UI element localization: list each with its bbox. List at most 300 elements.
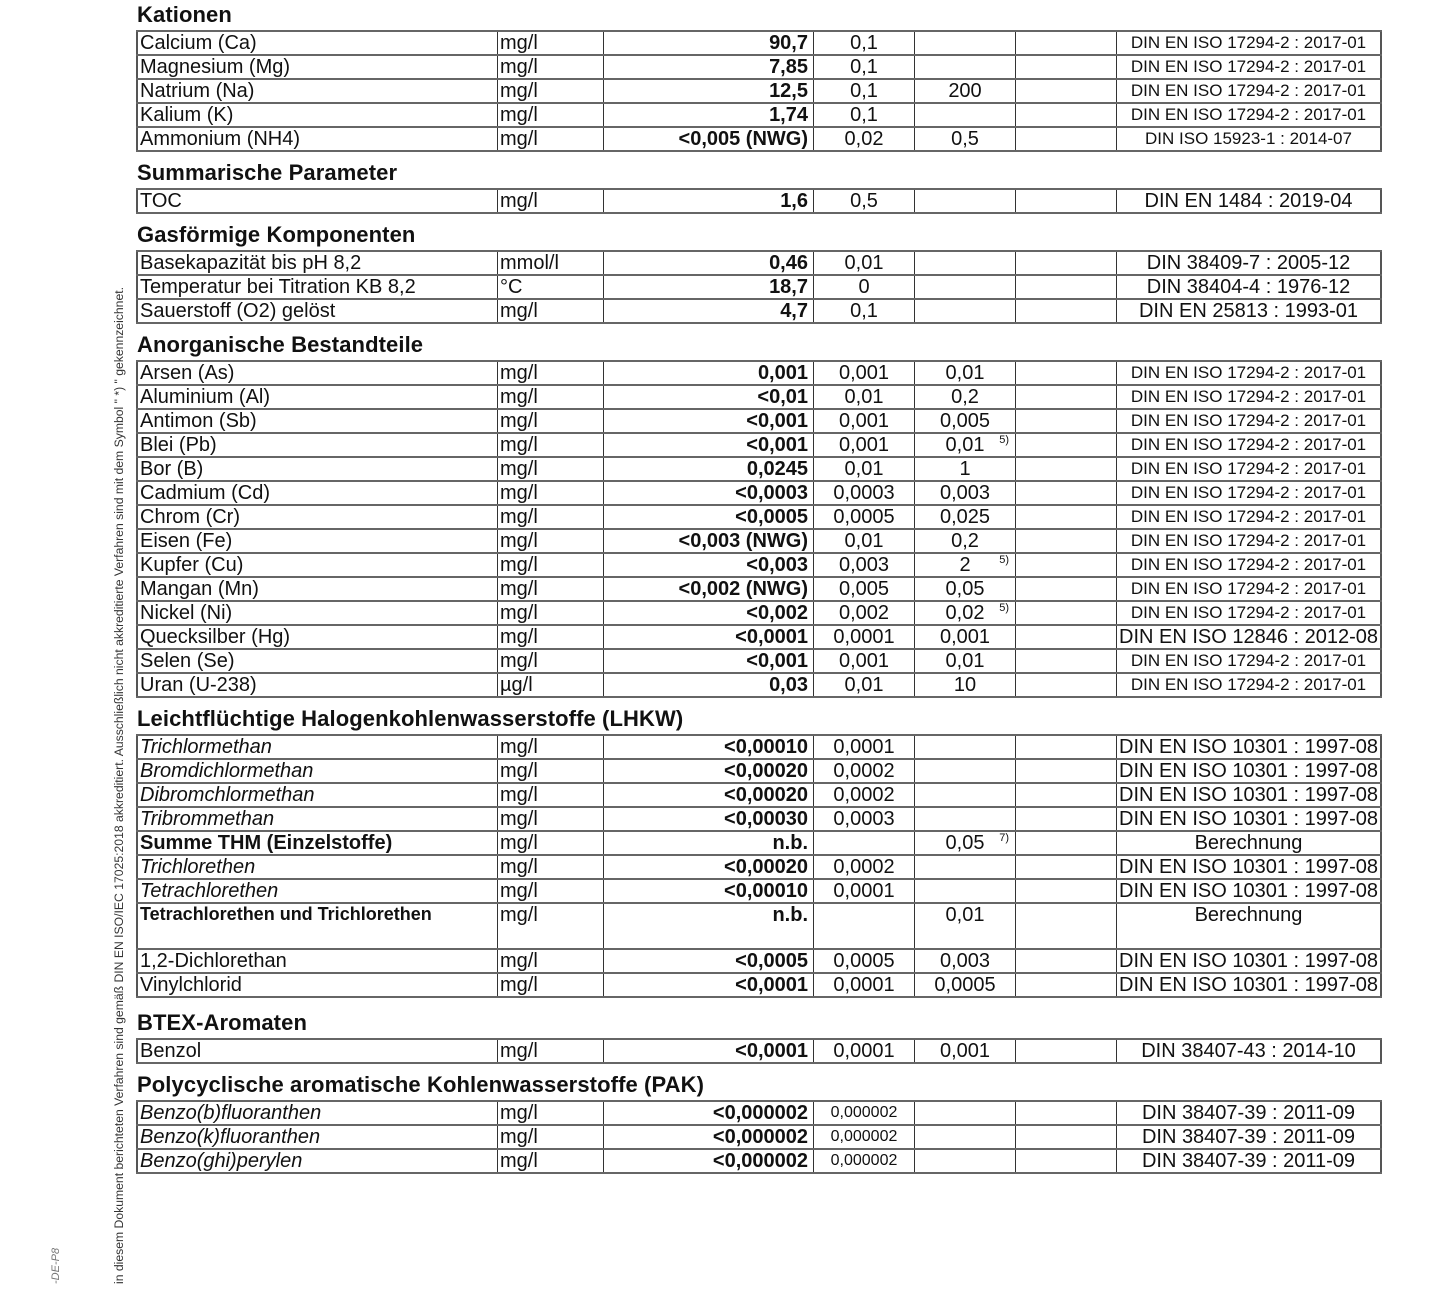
unit-cell-text: mg/l bbox=[500, 808, 538, 830]
method-standard-text: DIN EN ISO 17294-2 : 2017-01 bbox=[1130, 603, 1367, 622]
result-value bbox=[604, 973, 814, 997]
section-6 bbox=[136, 1070, 1382, 1174]
result-value-text: <0,00020 bbox=[724, 760, 808, 782]
method-standard bbox=[1117, 1149, 1382, 1173]
parameter-name bbox=[137, 553, 498, 577]
limit-value bbox=[915, 79, 1016, 103]
limit-value-text: 0,2 bbox=[951, 386, 979, 408]
empty-cell bbox=[1016, 385, 1117, 409]
detection-limit-text: 0,0003 bbox=[833, 808, 895, 830]
table-row bbox=[137, 949, 1381, 973]
result-value-text: <0,00010 bbox=[724, 880, 808, 902]
result-value-text: <0,002 bbox=[746, 602, 808, 624]
unit-cell bbox=[498, 601, 604, 625]
method-standard-text: DIN EN ISO 17294-2 : 2017-01 bbox=[1130, 387, 1367, 406]
method-standard-text: DIN EN ISO 10301 : 1997-08 bbox=[1119, 760, 1379, 782]
limit-value-text: 0,001 bbox=[939, 1040, 991, 1062]
unit-cell bbox=[498, 673, 604, 697]
limit-value-text: 0,01 bbox=[945, 434, 985, 456]
table-row bbox=[137, 189, 1381, 213]
limit-value-text: 0,025 bbox=[939, 506, 991, 528]
detection-limit-text: 0,0002 bbox=[833, 760, 895, 782]
limit-value bbox=[915, 1149, 1016, 1173]
method-standard bbox=[1117, 433, 1382, 457]
unit-cell-text: mg/l bbox=[500, 190, 538, 212]
unit-cell-text: mg/l bbox=[500, 974, 538, 996]
table-row bbox=[137, 973, 1381, 997]
unit-cell bbox=[498, 1039, 604, 1063]
method-standard bbox=[1117, 625, 1382, 649]
unit-cell-text: mg/l bbox=[500, 602, 538, 624]
method-standard-text: DIN EN ISO 10301 : 1997-08 bbox=[1119, 880, 1379, 902]
parameter-name bbox=[137, 127, 498, 151]
method-standard bbox=[1117, 529, 1382, 553]
method-standard-text: DIN EN ISO 10301 : 1997-08 bbox=[1119, 856, 1379, 878]
result-value-text: <0,0001 bbox=[735, 626, 808, 648]
parameter-name-text: Dibromchlormethan bbox=[140, 784, 315, 806]
detection-limit-text: 0,0002 bbox=[833, 856, 895, 878]
table-row bbox=[137, 735, 1381, 759]
detection-limit bbox=[814, 879, 915, 903]
parameter-name bbox=[137, 31, 498, 55]
method-standard-text: DIN EN ISO 17294-2 : 2017-01 bbox=[1130, 435, 1367, 454]
empty-cell bbox=[1016, 189, 1117, 213]
method-standard bbox=[1117, 759, 1382, 783]
unit-cell bbox=[498, 649, 604, 673]
result-value bbox=[604, 783, 814, 807]
detection-limit bbox=[814, 973, 915, 997]
parameter-name-text: Tetrachlorethen bbox=[140, 880, 279, 902]
parameter-name-text: Quecksilber (Hg) bbox=[140, 626, 291, 648]
limit-value bbox=[915, 1039, 1016, 1063]
empty-cell bbox=[1016, 505, 1117, 529]
parameter-name-text: Trichlormethan bbox=[140, 736, 272, 758]
document-code-label: -DE-P8 bbox=[50, 1247, 62, 1284]
unit-cell bbox=[498, 55, 604, 79]
parameter-name bbox=[137, 831, 498, 855]
detection-limit-text: 0,0001 bbox=[833, 880, 895, 902]
unit-cell-text: mg/l bbox=[500, 760, 538, 782]
table-row bbox=[137, 1125, 1381, 1149]
unit-cell-text: mg/l bbox=[500, 1126, 538, 1148]
table-row bbox=[137, 481, 1381, 505]
unit-cell-text: µg/l bbox=[500, 674, 533, 696]
empty-cell bbox=[1016, 31, 1117, 55]
unit-cell bbox=[498, 855, 604, 879]
parameter-name bbox=[137, 457, 498, 481]
table-row bbox=[137, 577, 1381, 601]
unit-cell bbox=[498, 553, 604, 577]
result-value bbox=[604, 601, 814, 625]
parameter-name-text: Trichlorethen bbox=[140, 856, 256, 878]
result-value bbox=[604, 103, 814, 127]
method-standard-text: DIN EN ISO 17294-2 : 2017-01 bbox=[1130, 459, 1367, 478]
parameter-name bbox=[137, 1125, 498, 1149]
detection-limit bbox=[814, 55, 915, 79]
results-table bbox=[136, 360, 1382, 698]
limit-value bbox=[915, 1101, 1016, 1125]
parameter-name-text: TOC bbox=[140, 190, 182, 212]
detection-limit-text: 0,1 bbox=[850, 104, 878, 126]
detection-limit bbox=[814, 807, 915, 831]
method-standard-text: DIN EN ISO 10301 : 1997-08 bbox=[1119, 736, 1379, 758]
parameter-name-text: Blei (Pb) bbox=[140, 434, 217, 456]
table-row bbox=[137, 807, 1381, 831]
empty-cell bbox=[1016, 299, 1117, 323]
result-value bbox=[604, 409, 814, 433]
unit-cell bbox=[498, 625, 604, 649]
unit-cell-text: mg/l bbox=[500, 362, 538, 384]
method-standard-text: DIN 38407-39 : 2011-09 bbox=[1141, 1126, 1356, 1148]
unit-cell bbox=[498, 807, 604, 831]
result-value-text: 12,5 bbox=[769, 80, 808, 102]
unit-cell bbox=[498, 433, 604, 457]
unit-cell bbox=[498, 577, 604, 601]
result-value-text: 0,0245 bbox=[746, 458, 808, 480]
unit-cell bbox=[498, 973, 604, 997]
unit-cell bbox=[498, 1149, 604, 1173]
unit-cell bbox=[498, 189, 604, 213]
unit-cell bbox=[498, 831, 604, 855]
parameter-name-text: Sauerstoff (O2) gelöst bbox=[140, 300, 336, 322]
method-standard-text: Berechnung bbox=[1194, 832, 1303, 854]
limit-value-text: 0,01 bbox=[945, 650, 985, 672]
unit-cell bbox=[498, 385, 604, 409]
detection-limit bbox=[814, 505, 915, 529]
limit-value-text: 0,02 bbox=[945, 602, 985, 624]
result-value bbox=[604, 189, 814, 213]
detection-limit-text: 0,0001 bbox=[833, 974, 895, 996]
parameter-name bbox=[137, 361, 498, 385]
method-standard bbox=[1117, 807, 1382, 831]
empty-cell bbox=[1016, 949, 1117, 973]
limit-value-text: 200 bbox=[948, 80, 982, 102]
method-standard bbox=[1117, 189, 1382, 213]
detection-limit bbox=[814, 529, 915, 553]
limit-value-text: 0,003 bbox=[939, 482, 991, 504]
unit-cell-text: mg/l bbox=[500, 626, 538, 648]
parameter-name bbox=[137, 879, 498, 903]
result-value bbox=[604, 855, 814, 879]
empty-cell bbox=[1016, 79, 1117, 103]
analysis-report bbox=[136, 0, 1382, 1174]
limit-value bbox=[915, 673, 1016, 697]
table-row bbox=[137, 759, 1381, 783]
method-standard bbox=[1117, 601, 1382, 625]
detection-limit-text: 0,001 bbox=[838, 362, 890, 384]
empty-cell bbox=[1016, 1039, 1117, 1063]
method-standard-text: DIN EN ISO 17294-2 : 2017-01 bbox=[1130, 579, 1367, 598]
parameter-name-text: Bromdichlormethan bbox=[140, 760, 314, 782]
section-3 bbox=[136, 330, 1382, 698]
method-standard bbox=[1117, 457, 1382, 481]
parameter-name-text: 1,2-Dichlorethan bbox=[140, 950, 287, 972]
parameter-name bbox=[137, 783, 498, 807]
detection-limit-text: 0 bbox=[858, 276, 870, 298]
unit-cell bbox=[498, 735, 604, 759]
parameter-name bbox=[137, 577, 498, 601]
detection-limit bbox=[814, 457, 915, 481]
unit-cell-text: mg/l bbox=[500, 736, 538, 758]
parameter-name-text: Arsen (As) bbox=[140, 362, 235, 384]
table-row bbox=[137, 251, 1381, 275]
method-standard-text: DIN 38409-7 : 2005-12 bbox=[1146, 252, 1351, 274]
method-standard bbox=[1117, 385, 1382, 409]
limit-value-text: 0,05 bbox=[945, 832, 985, 854]
method-standard bbox=[1117, 55, 1382, 79]
unit-cell bbox=[498, 127, 604, 151]
unit-cell-text: mg/l bbox=[500, 104, 538, 126]
empty-cell bbox=[1016, 553, 1117, 577]
unit-cell-text: mg/l bbox=[500, 482, 538, 504]
unit-cell-text: °C bbox=[500, 276, 523, 298]
result-value bbox=[604, 1039, 814, 1063]
method-standard-text: DIN EN ISO 17294-2 : 2017-01 bbox=[1130, 363, 1367, 382]
method-standard-text: DIN EN ISO 17294-2 : 2017-01 bbox=[1130, 57, 1367, 76]
parameter-name-text: Uran (U-238) bbox=[140, 674, 257, 696]
section-0 bbox=[136, 0, 1382, 152]
method-standard-text: DIN EN 25813 : 1993-01 bbox=[1138, 300, 1359, 322]
table-row bbox=[137, 1039, 1381, 1063]
limit-value bbox=[915, 831, 1016, 855]
method-standard-text: DIN EN ISO 17294-2 : 2017-01 bbox=[1130, 531, 1367, 550]
table-row bbox=[137, 457, 1381, 481]
method-standard-text: DIN EN 1484 : 2019-04 bbox=[1144, 190, 1353, 212]
limit-value bbox=[915, 251, 1016, 275]
empty-cell bbox=[1016, 127, 1117, 151]
parameter-name-text: Magnesium (Mg) bbox=[140, 56, 291, 78]
unit-cell-text: mg/l bbox=[500, 32, 538, 54]
section-2 bbox=[136, 220, 1382, 324]
method-standard bbox=[1117, 127, 1382, 151]
limit-value-text: 0,0005 bbox=[934, 974, 996, 996]
parameter-name-text: Cadmium (Cd) bbox=[140, 482, 271, 504]
result-value-text: <0,000002 bbox=[712, 1102, 808, 1124]
detection-limit-text: 0,001 bbox=[838, 410, 890, 432]
result-value-text: <0,00010 bbox=[724, 736, 808, 758]
parameter-name-text: Chrom (Cr) bbox=[140, 506, 240, 528]
method-standard bbox=[1117, 735, 1382, 759]
limit-value bbox=[915, 903, 1016, 949]
section-title: Gasförmige Komponenten bbox=[137, 222, 416, 247]
section-title: Summarische Parameter bbox=[137, 160, 398, 185]
empty-cell bbox=[1016, 601, 1117, 625]
method-standard-text: DIN EN ISO 17294-2 : 2017-01 bbox=[1130, 411, 1367, 430]
result-value-text: <0,00020 bbox=[724, 856, 808, 878]
result-value bbox=[604, 735, 814, 759]
result-value-text: <0,003 (NWG) bbox=[678, 530, 808, 552]
unit-cell bbox=[498, 783, 604, 807]
detection-limit-text: 0,1 bbox=[850, 300, 878, 322]
section-title: BTEX-Aromaten bbox=[137, 1010, 307, 1035]
detection-limit bbox=[814, 1101, 915, 1125]
parameter-name-text: Benzo(k)fluoranthen bbox=[140, 1126, 321, 1148]
table-row bbox=[137, 79, 1381, 103]
unit-cell bbox=[498, 949, 604, 973]
limit-value bbox=[915, 189, 1016, 213]
result-value bbox=[604, 903, 814, 949]
result-value bbox=[604, 759, 814, 783]
method-standard bbox=[1117, 973, 1382, 997]
unit-cell bbox=[498, 879, 604, 903]
parameter-name-text: Tribrommethan bbox=[140, 808, 275, 830]
footnote-marker: 5) bbox=[999, 434, 1009, 446]
parameter-name-text: Temperatur bei Titration KB 8,2 bbox=[140, 276, 416, 298]
limit-value bbox=[915, 385, 1016, 409]
detection-limit bbox=[814, 831, 915, 855]
table-row bbox=[137, 31, 1381, 55]
parameter-name bbox=[137, 481, 498, 505]
limit-value bbox=[915, 759, 1016, 783]
parameter-name bbox=[137, 759, 498, 783]
method-standard-text: DIN EN ISO 17294-2 : 2017-01 bbox=[1130, 81, 1367, 100]
result-value bbox=[604, 529, 814, 553]
table-row bbox=[137, 127, 1381, 151]
parameter-name-text: Vinylchlorid bbox=[140, 974, 242, 996]
table-row bbox=[137, 103, 1381, 127]
empty-cell bbox=[1016, 973, 1117, 997]
method-standard bbox=[1117, 903, 1382, 949]
parameter-name-text: Benzo(ghi)perylen bbox=[140, 1150, 303, 1172]
detection-limit bbox=[814, 251, 915, 275]
method-standard-text: DIN EN ISO 17294-2 : 2017-01 bbox=[1130, 33, 1367, 52]
result-value bbox=[604, 275, 814, 299]
table-row bbox=[137, 625, 1381, 649]
unit-cell-text: mg/l bbox=[500, 1102, 538, 1124]
result-value bbox=[604, 55, 814, 79]
method-standard-text: Berechnung bbox=[1194, 904, 1303, 926]
limit-value bbox=[915, 55, 1016, 79]
results-table bbox=[136, 1100, 1382, 1174]
parameter-name bbox=[137, 505, 498, 529]
detection-limit bbox=[814, 903, 915, 949]
method-standard-text: DIN EN ISO 10301 : 1997-08 bbox=[1119, 808, 1379, 830]
accreditation-note: in diesem Dokument berichteten Verfahren sind gemäß DIN EN ISO/IEC 17025:2018 akkreditiert. Ausschließlich nicht akkreditierte Verfahren sind mit dem Symbol " *) " gekennzeichnet. bbox=[112, 287, 126, 1284]
section-title: Anorganische Bestandteile bbox=[137, 332, 424, 357]
limit-value bbox=[915, 299, 1016, 323]
unit-cell-text: mg/l bbox=[500, 434, 538, 456]
unit-cell-text: mg/l bbox=[500, 300, 538, 322]
method-standard bbox=[1117, 251, 1382, 275]
parameter-name bbox=[137, 1149, 498, 1173]
empty-cell bbox=[1016, 457, 1117, 481]
table-row bbox=[137, 505, 1381, 529]
result-value bbox=[604, 1125, 814, 1149]
result-value-text: <0,0005 bbox=[735, 950, 808, 972]
detection-limit-text: 0,1 bbox=[850, 56, 878, 78]
result-value bbox=[604, 949, 814, 973]
table-row bbox=[137, 1149, 1381, 1173]
result-value bbox=[604, 481, 814, 505]
table-row bbox=[137, 553, 1381, 577]
limit-value bbox=[915, 783, 1016, 807]
limit-value bbox=[915, 601, 1016, 625]
empty-cell bbox=[1016, 55, 1117, 79]
method-standard-text: DIN EN ISO 17294-2 : 2017-01 bbox=[1130, 105, 1367, 124]
result-value-text: 7,85 bbox=[769, 56, 808, 78]
limit-value bbox=[915, 457, 1016, 481]
unit-cell-text: mg/l bbox=[500, 578, 538, 600]
table-row bbox=[137, 831, 1381, 855]
table-row bbox=[137, 275, 1381, 299]
empty-cell bbox=[1016, 735, 1117, 759]
method-standard bbox=[1117, 649, 1382, 673]
method-standard bbox=[1117, 299, 1382, 323]
empty-cell bbox=[1016, 831, 1117, 855]
parameter-name-text: Benzol bbox=[140, 1040, 202, 1062]
detection-limit-text: 0,0001 bbox=[833, 736, 895, 758]
parameter-name-text: Nickel (Ni) bbox=[140, 602, 233, 624]
result-value bbox=[604, 807, 814, 831]
method-standard-text: DIN EN ISO 17294-2 : 2017-01 bbox=[1130, 675, 1367, 694]
result-value-text: <0,003 bbox=[746, 554, 808, 576]
method-standard bbox=[1117, 31, 1382, 55]
unit-cell-text: mg/l bbox=[500, 410, 538, 432]
method-standard bbox=[1117, 1101, 1382, 1125]
result-value-text: <0,001 bbox=[746, 410, 808, 432]
empty-cell bbox=[1016, 361, 1117, 385]
limit-value bbox=[915, 433, 1016, 457]
method-standard-text: DIN EN ISO 17294-2 : 2017-01 bbox=[1130, 483, 1367, 502]
limit-value bbox=[915, 127, 1016, 151]
method-standard-text: DIN ISO 15923-1 : 2014-07 bbox=[1145, 129, 1352, 148]
limit-value bbox=[915, 649, 1016, 673]
parameter-name-text: Selen (Se) bbox=[140, 650, 235, 672]
table-row bbox=[137, 433, 1381, 457]
results-table bbox=[136, 188, 1382, 214]
parameter-name bbox=[137, 433, 498, 457]
method-standard bbox=[1117, 949, 1382, 973]
unit-cell-text: mg/l bbox=[500, 784, 538, 806]
result-value-text: 1,6 bbox=[780, 190, 808, 212]
method-standard bbox=[1117, 79, 1382, 103]
result-value-text: 18,7 bbox=[769, 276, 808, 298]
result-value bbox=[604, 127, 814, 151]
parameter-name-text: Kupfer (Cu) bbox=[140, 554, 244, 576]
limit-value bbox=[915, 481, 1016, 505]
method-standard bbox=[1117, 361, 1382, 385]
unit-cell bbox=[498, 529, 604, 553]
table-row bbox=[137, 673, 1381, 697]
unit-cell bbox=[498, 103, 604, 127]
parameter-name bbox=[137, 649, 498, 673]
method-standard-text: DIN EN ISO 10301 : 1997-08 bbox=[1119, 950, 1379, 972]
empty-cell bbox=[1016, 1149, 1117, 1173]
detection-limit bbox=[814, 433, 915, 457]
detection-limit bbox=[814, 783, 915, 807]
empty-cell bbox=[1016, 409, 1117, 433]
result-value bbox=[604, 457, 814, 481]
result-value bbox=[604, 433, 814, 457]
limit-value-text: 0,01 bbox=[945, 362, 985, 384]
result-value-text: <0,0001 bbox=[735, 974, 808, 996]
detection-limit-text: 0,000002 bbox=[830, 1152, 898, 1169]
unit-cell bbox=[498, 31, 604, 55]
table-row bbox=[137, 855, 1381, 879]
method-standard-text: DIN EN ISO 12846 : 2012-08 bbox=[1119, 626, 1379, 648]
method-standard-text: DIN 38407-39 : 2011-09 bbox=[1141, 1150, 1356, 1172]
method-standard bbox=[1117, 481, 1382, 505]
method-standard bbox=[1117, 855, 1382, 879]
limit-value bbox=[915, 361, 1016, 385]
unit-cell-text: mg/l bbox=[500, 56, 538, 78]
empty-cell bbox=[1016, 855, 1117, 879]
method-standard-text: DIN EN ISO 17294-2 : 2017-01 bbox=[1130, 507, 1367, 526]
limit-value-text: 0,005 bbox=[939, 410, 991, 432]
detection-limit bbox=[814, 1039, 915, 1063]
unit-cell bbox=[498, 1125, 604, 1149]
method-standard bbox=[1117, 577, 1382, 601]
